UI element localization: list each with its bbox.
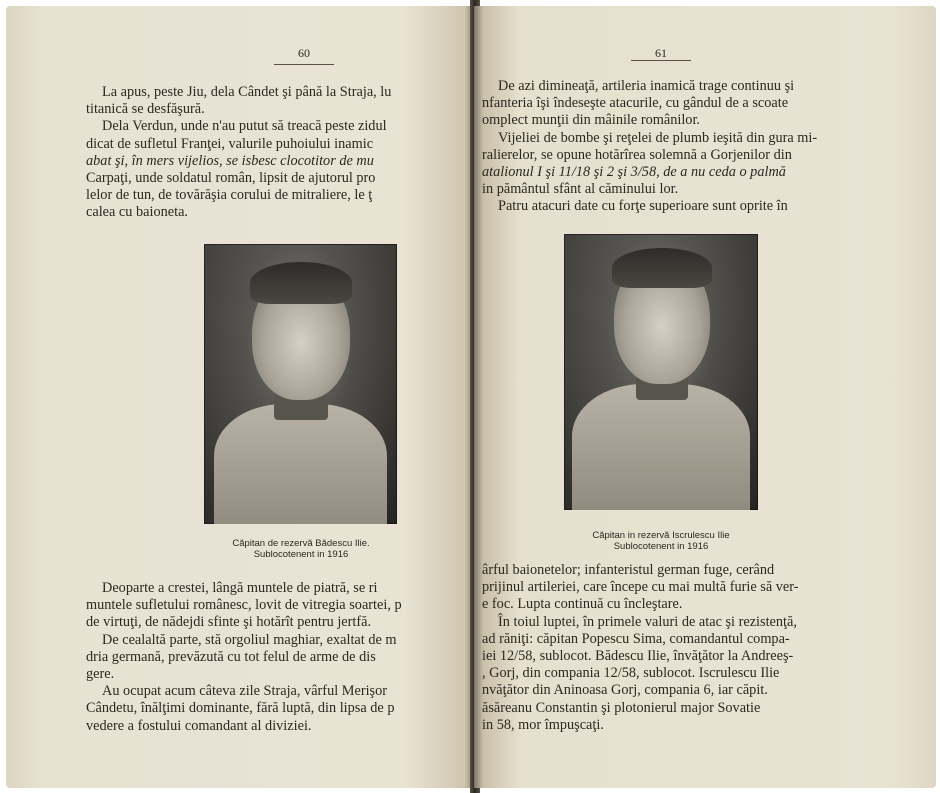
text-line: Au ocupat acum câteva zile Straja, vârful Merişor — [102, 683, 388, 700]
text-line: ăsăreanu Constantin şi plotonierul major Sovatie — [482, 699, 761, 716]
text-line: de virtuţi, de nădejdi sfinte şi hotărît pentru jertfă. — [86, 614, 372, 631]
text-line: calea cu baioneta. — [86, 204, 188, 221]
left-top-text — [86, 84, 391, 222]
text-line: ârful baionetelor; infanteristul german fuge, cerând — [482, 562, 775, 578]
portrait-photo-badescu — [204, 244, 397, 524]
text-line: Patru atacuri date cu forţe superioare sunt oprite în — [498, 198, 788, 215]
caption-line: Sublocotenent in 1916 — [253, 549, 349, 560]
text-line: dria germană, prevăzută cu tot felul de arme de dis — [86, 648, 376, 665]
text-line: Carpaţi, unde soldatul român, lipsit de ajutorul pro — [86, 170, 376, 187]
text-line: De cealaltă parte, stă orgoliul maghiar, exaltat de m — [102, 631, 397, 648]
text-line: prijinul artileriei, care începe cu mai multă furie să ver- — [482, 579, 799, 596]
text-line: ralierelor, se opune hotărîrea solemnă a Gorjenilor din — [482, 146, 792, 163]
text-line: vedere a fostului comandant al diviziei. — [86, 717, 312, 734]
text-line: iei 12/58, sublocot. Bădescu Ilie, învăţător la Andreeş- — [482, 648, 794, 665]
page-number: 61 — [655, 46, 667, 60]
text-line: Vijeliei de bombe şi reţelei de plumb ieşită din gura mi- — [498, 129, 818, 146]
text-line: De azi dimineaţă, artileria inamică trage continuu şi — [498, 78, 795, 94]
text-line: Cândetu, înălţimi dominante, fără luptă, din lipsa de p — [86, 700, 395, 717]
text-line: nfanteria îşi îndeseşte atacurile, cu gândul de a scoate — [482, 95, 789, 112]
text-line: atalionul I şi 11/18 şi 2 şi 3/58, de a nu ceda o palmă — [482, 164, 786, 181]
text-line: Dela Verdun, unde n'au putut să treacă peste zidul — [102, 118, 387, 135]
text-line: gere. — [86, 666, 115, 683]
right-bottom-text — [482, 562, 798, 734]
page-number-rule — [274, 64, 334, 65]
text-line: abat şi, în mers vijelios, se isbesc clocotitor de mu — [86, 152, 374, 169]
photo-caption — [176, 538, 426, 560]
text-line: , Gorj, din compania 12/58, sublocot. Iscrulescu Ilie — [482, 665, 780, 682]
text-line: lelor de tun, de tovărăşia corului de mitraliere, le ţ — [86, 187, 373, 204]
text-line: muntele sufletului românesc, lovit de vitregia soartei, p — [86, 597, 402, 614]
right-page — [474, 6, 936, 788]
text-line: În toiul luptei, în primele valuri de atac şi rezistenţă, — [498, 613, 797, 630]
left-page — [6, 6, 474, 788]
text-line: La apus, peste Jiu, dela Cândet şi până la Straja, lu — [102, 84, 392, 100]
page-number: 60 — [298, 46, 310, 60]
left-bottom-text — [86, 580, 402, 735]
caption-line: Căpitan de rezervă Bădescu Ilie. — [232, 538, 370, 549]
text-line: nvăţător din Aninoasa Gorj, compania 6, iar căpit. — [482, 682, 768, 699]
text-line: titanică se desfăşură. — [86, 101, 205, 118]
portrait-photo-iscrulescu — [564, 234, 758, 510]
right-top-text — [482, 78, 817, 216]
caption-line: Căpitan in rezervă Iscrulescu Ilie — [592, 530, 730, 541]
text-line: Deoparte a crestei, lângă muntele de piatră, se ri — [102, 580, 378, 596]
text-line: omplect munţii din mâinile românilor. — [482, 112, 700, 129]
page-number-rule — [631, 60, 691, 61]
photo-caption — [536, 530, 786, 552]
text-line: e foc. Lupta continuă cu încleştare. — [482, 596, 683, 613]
text-line: in pământul sfânt al căminului lor. — [482, 181, 679, 198]
text-line: in 58, mor împuşcaţi. — [482, 716, 604, 733]
caption-line: Sublocotenent in 1916 — [613, 541, 709, 552]
text-line: dicat de sufletul Franţei, valurile puhoiului inamic — [86, 135, 374, 152]
text-line: ad răniţi: căpitan Popescu Sima, comandantul compa- — [482, 630, 790, 647]
